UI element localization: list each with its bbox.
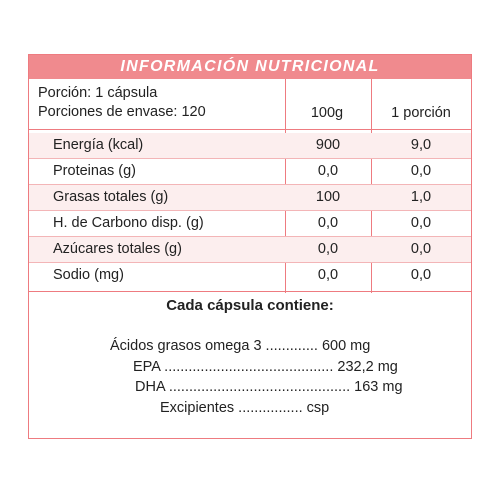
- row-value-portion: 9,0: [410, 137, 432, 153]
- row-label: Azúcares totales (g): [53, 241, 182, 257]
- row-value-portion: 0,0: [410, 241, 432, 257]
- ingredient-omega3: Ácidos grasos omega 3 ............. 600 mg: [110, 338, 371, 354]
- row-value-100g: 900: [315, 137, 341, 153]
- serving-divider: [29, 129, 471, 130]
- table-row: [29, 237, 471, 262]
- ingredient-excipients: Excipientes ................ csp: [160, 400, 330, 416]
- row-value-100g: 0,0: [317, 267, 339, 283]
- row-value-100g: 0,0: [317, 215, 339, 231]
- row-value-100g: 100: [315, 189, 341, 205]
- row-label: Sodio (mg): [53, 267, 124, 283]
- table-row: [29, 159, 471, 184]
- nutrition-panel: [28, 54, 472, 439]
- column-header-100g: 100g: [310, 105, 344, 121]
- row-value-portion: 0,0: [410, 267, 432, 283]
- column-header-portion: 1 porción: [391, 105, 451, 121]
- portion-text: Porción: 1 cápsula: [38, 85, 158, 101]
- table-row: [29, 263, 471, 288]
- row-label: Grasas totales (g): [53, 189, 169, 205]
- row-value-portion: 1,0: [410, 189, 432, 205]
- row-label: Energía (kcal): [53, 137, 144, 153]
- table-row: [29, 133, 471, 158]
- ingredient-epa: EPA .......................................... 232,2 mg: [133, 359, 398, 375]
- row-value-portion: 0,0: [410, 163, 432, 179]
- row-value-100g: 0,0: [317, 163, 339, 179]
- row-value-portion: 0,0: [410, 215, 432, 231]
- row-label: H. de Carbono disp. (g): [53, 215, 204, 231]
- table-bottom-divider: [29, 291, 471, 292]
- capsule-contents-title: Cada cápsula contiene:: [166, 297, 334, 314]
- row-value-100g: 0,0: [317, 241, 339, 257]
- row-label: Proteinas (g): [53, 163, 137, 179]
- table-row: [29, 185, 471, 210]
- servings-per-container-text: Porciones de envase: 120: [38, 104, 206, 120]
- table-row: [29, 211, 471, 236]
- panel-title: INFORMACIÓN NUTRICIONAL: [29, 55, 471, 79]
- ingredient-dha: DHA ............................................. 163 mg: [135, 379, 403, 395]
